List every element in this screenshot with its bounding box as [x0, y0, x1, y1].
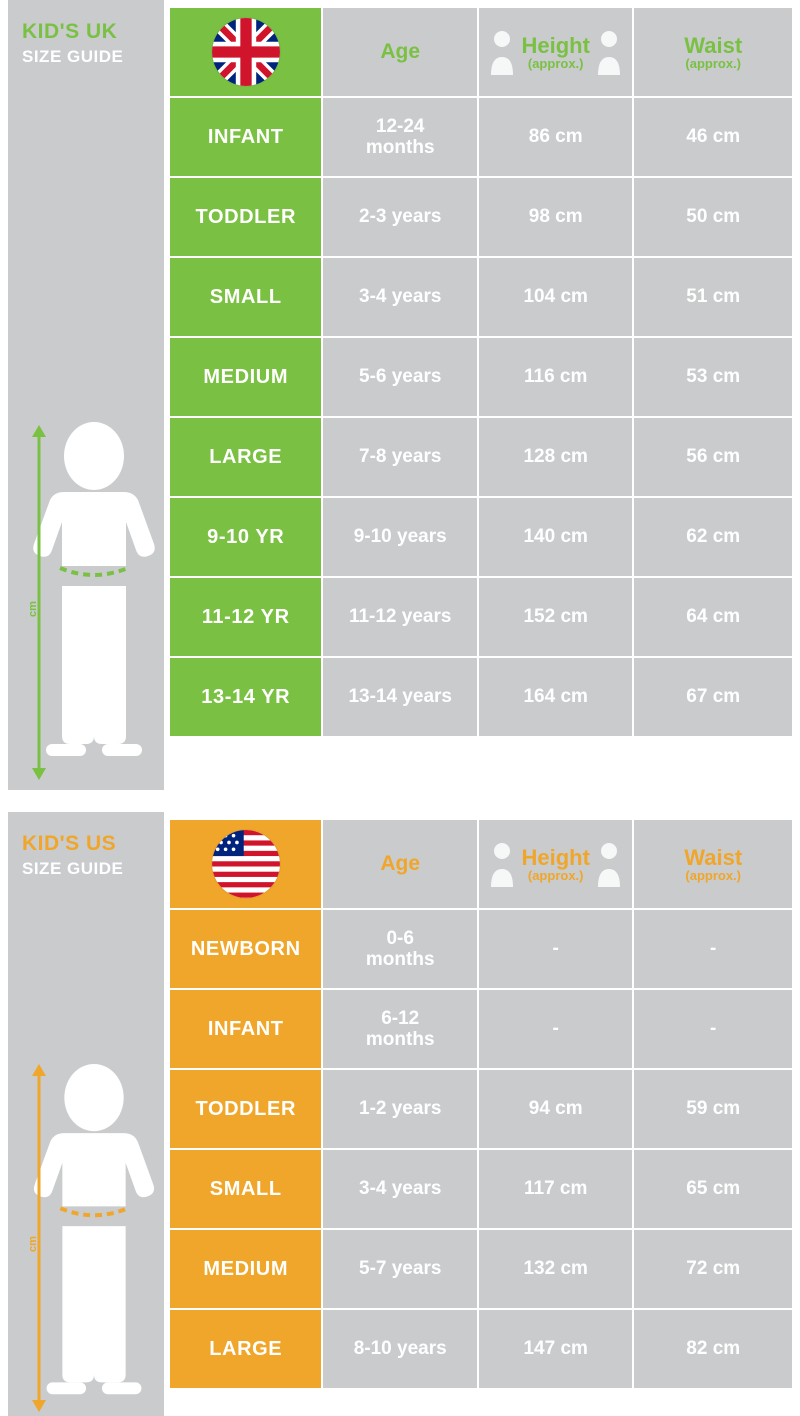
- us-age-1: [323, 990, 476, 1068]
- us-age-0: [323, 910, 476, 988]
- us-height-0: -: [479, 910, 632, 988]
- uk-height-0: 86 cm: [479, 98, 632, 176]
- us-flag-icon: [212, 830, 280, 898]
- uk-waist-5: 62 cm: [634, 498, 792, 576]
- us-header-waist-sub: (approx.): [685, 867, 742, 883]
- table-row: [170, 418, 792, 496]
- us-header-waist-label: Waist: [684, 844, 743, 870]
- us-flag-cell: [170, 820, 321, 908]
- us-size-5: LARGE: [170, 1310, 321, 1388]
- us-height-1: -: [479, 990, 632, 1068]
- uk-size-table: [168, 6, 794, 738]
- us-size-4: MEDIUM: [170, 1230, 321, 1308]
- uk-age-0-l1: 12-24: [375, 115, 425, 137]
- uk-size-3: MEDIUM: [170, 338, 321, 416]
- us-axis-label: cm: [26, 1236, 39, 1252]
- table-row: [170, 658, 792, 736]
- us-age-4: 5-7 years: [323, 1230, 476, 1308]
- uk-size-2: SMALL: [170, 258, 321, 336]
- us-waist-0: -: [634, 910, 792, 988]
- uk-axis-label: cm: [26, 600, 39, 617]
- uk-height-6: 152 cm: [479, 578, 632, 656]
- uk-header-height: [479, 8, 632, 96]
- us-header-waist: [634, 820, 792, 908]
- uk-size-4: LARGE: [170, 418, 321, 496]
- us-title-line2: SIZE GUIDE: [22, 859, 124, 878]
- table-row: [170, 338, 792, 416]
- uk-age-7: 13-14 years: [323, 658, 476, 736]
- uk-age-6: 11-12 years: [323, 578, 476, 656]
- uk-height-5: 140 cm: [479, 498, 632, 576]
- table-row: [170, 98, 792, 176]
- uk-title-line2: SIZE GUIDE: [22, 47, 124, 66]
- us-header-age: [323, 820, 476, 908]
- uk-age-0-l2: months: [365, 137, 435, 158]
- us-age-0-l2: months: [365, 949, 435, 970]
- us-size-table: [168, 818, 794, 1390]
- table-row: [170, 1070, 792, 1148]
- bust-icon-2: [596, 29, 622, 75]
- uk-age-1: 2-3 years: [323, 178, 476, 256]
- us-age-1-l2: months: [365, 1029, 435, 1050]
- uk-header-age: [323, 8, 476, 96]
- uk-age-5: 9-10 years: [323, 498, 476, 576]
- us-height-4: 132 cm: [479, 1230, 632, 1308]
- us-title-block: [22, 832, 162, 879]
- us-header-height: [479, 820, 632, 908]
- us-waist-1: -: [634, 990, 792, 1068]
- us-size-2: TODDLER: [170, 1070, 321, 1148]
- uk-size-7: 13-14 YR: [170, 658, 321, 736]
- uk-age-3: 5-6 years: [323, 338, 476, 416]
- table-row: [170, 1150, 792, 1228]
- uk-waist-4: 56 cm: [634, 418, 792, 496]
- uk-flag-icon: [212, 18, 280, 86]
- uk-waist-1: 50 cm: [634, 178, 792, 256]
- table-row: [170, 990, 792, 1068]
- uk-age-2: 3-4 years: [323, 258, 476, 336]
- uk-header-height-label: Height: [521, 32, 590, 58]
- us-child-silhouette-icon: [30, 1060, 158, 1416]
- uk-height-arrow: [26, 425, 48, 780]
- uk-title-line1: KID'S UK: [22, 20, 118, 43]
- table-row: [170, 1230, 792, 1308]
- uk-table-header-row: [170, 8, 792, 96]
- us-age-5: 8-10 years: [323, 1310, 476, 1388]
- uk-header-waist-sub: (approx.): [685, 55, 742, 71]
- table-row: [170, 258, 792, 336]
- us-waist-5: 82 cm: [634, 1310, 792, 1388]
- uk-waist-6: 64 cm: [634, 578, 792, 656]
- us-left-column: [8, 812, 164, 1416]
- us-height-arrow: [26, 1064, 48, 1412]
- us-age-1-l1: 6-12: [381, 1007, 420, 1029]
- bust-icon-2: [596, 841, 622, 887]
- uk-size-1: TODDLER: [170, 178, 321, 256]
- uk-height-1: 98 cm: [479, 178, 632, 256]
- us-age-2: 1-2 years: [323, 1070, 476, 1148]
- uk-waist-0: 46 cm: [634, 98, 792, 176]
- table-row: [170, 578, 792, 656]
- uk-height-3: 116 cm: [479, 338, 632, 416]
- table-row: [170, 498, 792, 576]
- uk-size-0: INFANT: [170, 98, 321, 176]
- us-size-0: NEWBORN: [170, 910, 321, 988]
- bust-icon: [489, 841, 515, 887]
- uk-header-waist: [634, 8, 792, 96]
- us-height-5: 147 cm: [479, 1310, 632, 1388]
- uk-size-6: 11-12 YR: [170, 578, 321, 656]
- table-row: [170, 1310, 792, 1388]
- us-age-3: 3-4 years: [323, 1150, 476, 1228]
- uk-age-4: 7-8 years: [323, 418, 476, 496]
- us-waist-3: 65 cm: [634, 1150, 792, 1228]
- uk-title-block: [22, 20, 162, 67]
- us-height-2: 94 cm: [479, 1070, 632, 1148]
- us-size-3: SMALL: [170, 1150, 321, 1228]
- us-header-height-label: Height: [521, 844, 590, 870]
- us-age-0-l1: 0-6: [386, 927, 414, 949]
- us-size-1: INFANT: [170, 990, 321, 1068]
- uk-size-5: 9-10 YR: [170, 498, 321, 576]
- uk-child-silhouette-icon: [30, 418, 158, 778]
- table-row: [170, 910, 792, 988]
- us-title-line1: KID'S US: [22, 832, 117, 855]
- panel-divider: [0, 790, 800, 812]
- uk-waist-2: 51 cm: [634, 258, 792, 336]
- uk-header-age-label: Age: [380, 40, 421, 63]
- us-table-header-row: [170, 820, 792, 908]
- uk-height-4: 128 cm: [479, 418, 632, 496]
- us-header-age-label: Age: [380, 852, 421, 875]
- table-row: [170, 178, 792, 256]
- uk-height-7: 164 cm: [479, 658, 632, 736]
- uk-header-height-sub: (approx.): [527, 55, 584, 71]
- uk-height-2: 104 cm: [479, 258, 632, 336]
- us-height-3: 117 cm: [479, 1150, 632, 1228]
- us-size-guide-panel: [0, 812, 800, 1416]
- uk-waist-3: 53 cm: [634, 338, 792, 416]
- uk-left-column: [8, 0, 164, 790]
- bust-icon: [489, 29, 515, 75]
- uk-waist-7: 67 cm: [634, 658, 792, 736]
- us-header-height-sub: (approx.): [527, 867, 584, 883]
- uk-age-0: [323, 98, 476, 176]
- uk-header-waist-label: Waist: [684, 32, 743, 58]
- us-waist-2: 59 cm: [634, 1070, 792, 1148]
- us-waist-4: 72 cm: [634, 1230, 792, 1308]
- uk-flag-cell: [170, 8, 321, 96]
